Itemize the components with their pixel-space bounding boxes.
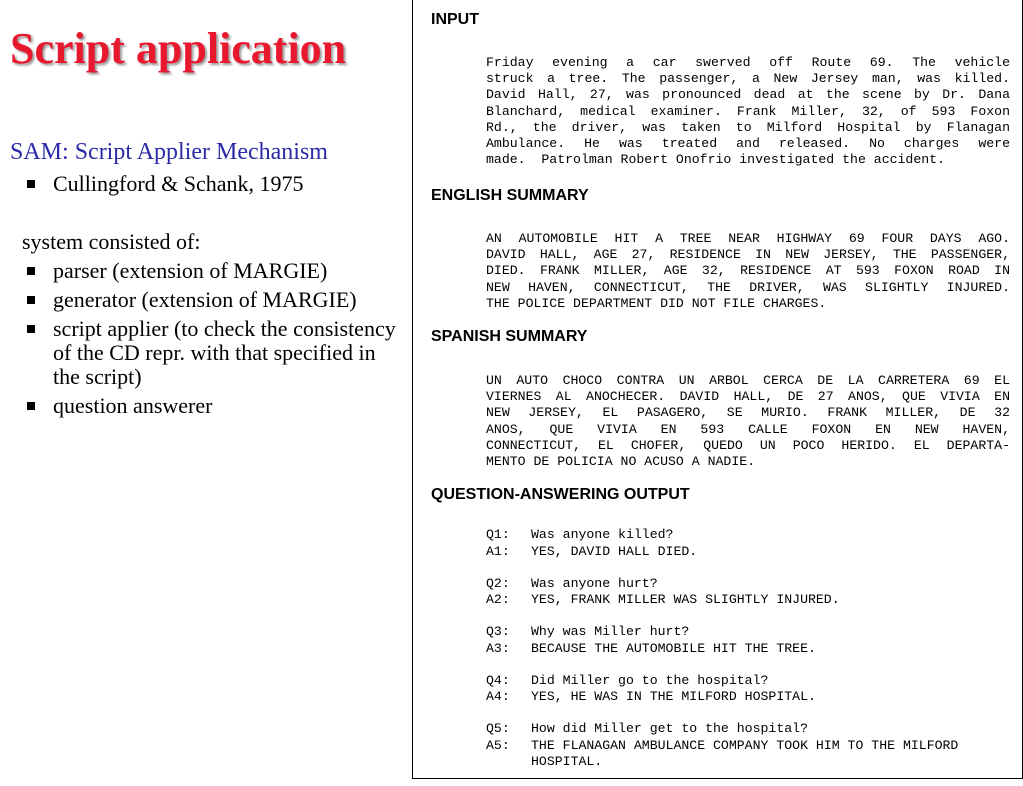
answer-label: A4: [486,689,510,704]
spanish-summary-text [486,373,1010,470]
reference-text: Cullingford & Schank, 1975 [53,171,304,196]
input-text [486,55,1010,168]
component-text: script applier (to check the consistency of the CD repr. with that specified in the script) [53,316,396,389]
text-line: DIED. FRANK MILLER, AGE 32, RESIDENCE AT 593 FOXON ROAD IN [486,263,1010,279]
sam-output-panel [412,0,1023,779]
component-text: generator (extension of MARGIE) [53,287,357,312]
text-line: Blanchard, medical examiner. Frank Miller, 32, of 593 Foxon [486,103,1010,119]
question-text: Was anyone killed? [531,527,674,542]
text-line: NEW JERSEY, EL PASAGERO, SE MURIO. FRANK MILLER, DE 32 [486,405,1010,421]
question-label: Q5: [486,721,510,736]
answer-label: A1: [486,543,510,559]
qa-pair [486,624,1016,657]
english-summary-heading: ENGLISH SUMMARY [431,187,589,204]
question-label: Q4: [486,672,510,688]
text-line: Ambulance. He was treated and released. No charges were [486,136,1010,152]
qa-pair [486,721,1016,771]
text-line: ANOS, QUE VIVIA EN 593 CALLE FOXON EN NEW HAVEN, [486,421,1010,437]
english-summary-text [486,231,1010,312]
list-item [20,317,400,389]
text-line: AN AUTOMOBILE HIT A TREE NEAR HIGHWAY 69 FOUR DAYS AGO. [486,231,1010,246]
square-bullet-icon [27,325,35,333]
text-line: David Hall, 27, was pronounced dead at the scene by Dr. Dana [486,87,1010,103]
question-label: Q3: [486,624,510,639]
components-list [20,259,400,423]
text-line: THE POLICE DEPARTMENT DID NOT FILE CHARGES. [486,295,827,311]
qa-output-heading: QUESTION-ANSWERING OUTPUT [431,486,690,503]
list-item [20,172,304,196]
list-item [20,259,400,283]
answer-label: A2: [486,592,510,607]
answer-label: A3: [486,640,510,656]
answer-text: YES, FRANK MILLER WAS SLIGHTLY INJURED. [531,592,840,607]
text-line: DAVID HALL, AGE 27, RESIDENCE IN NEW JERSEY, THE PASSENGER, [486,247,1010,263]
square-bullet-icon [27,296,35,304]
slide-title: Script application [10,24,347,73]
answer-text: THE FLANAGAN AMBULANCE COMPANY TOOK HIM TO THE MILFORD HOSPITAL. [531,737,959,769]
text-line: Friday evening a car swerved off Route 69. The vehicle [486,55,1010,70]
question-text: Was anyone hurt? [531,575,658,591]
reference-list [20,172,304,196]
question-label: Q1: [486,527,510,542]
text-line: CONNECTICUT, EL CHOFER, QUEDO UN POCO HERIDO. EL DEPARTA- [486,437,1010,453]
qa-pair [486,527,1016,560]
text-line: UN AUTO CHOCO CONTRA UN ARBOL CERCA DE LA CARRETERA 69 EL [486,373,1010,388]
qa-pair [486,576,1016,609]
answer-label: A5: [486,737,510,753]
qa-pair [486,673,1016,706]
question-text: Why was Miller hurt? [531,624,690,639]
text-line: NEW HAVEN, CONNECTICUT, THE DRIVER, WAS SLIGHTLY INJURED. [486,279,1010,295]
input-heading: INPUT [431,11,479,28]
answer-text: BECAUSE THE AUTOMOBILE HIT THE TREE. [531,640,816,656]
list-item [20,394,400,418]
question-label: Q2: [486,575,510,591]
text-line: struck a tree. The passenger, a New Jersey man, was killed. [486,71,1010,87]
question-text: How did Miller get to the hospital? [531,721,808,736]
component-text: question answerer [53,393,213,418]
answer-text: YES, DAVID HALL DIED. [531,543,698,559]
square-bullet-icon [27,267,35,275]
question-text: Did Miller go to the hospital? [531,672,769,688]
square-bullet-icon [27,402,35,410]
component-text: parser (extension of MARGIE) [53,258,328,283]
qa-output-list [486,527,1016,786]
square-bullet-icon [27,180,35,188]
text-line: Rd., the driver, was taken to Milford Hospital by Flanagan [486,119,1010,135]
answer-text: YES, HE WAS IN THE MILFORD HOSPITAL. [531,689,816,704]
text-line: MENTO DE POLICIA NO ACUSO A NADIE. [486,454,756,470]
text-line: made. Patrolman Robert Onofrio investigated the accident. [486,152,945,168]
slide-subtitle: SAM: Script Applier Mechanism [10,139,328,165]
text-line: VIERNES AL ANOCHECER. DAVID HALL, DE 27 ANOS, QUE VIVIA EN [486,389,1010,405]
list-item [20,288,400,312]
system-label: system consisted of: [22,229,201,254]
spanish-summary-heading: SPANISH SUMMARY [431,328,588,345]
